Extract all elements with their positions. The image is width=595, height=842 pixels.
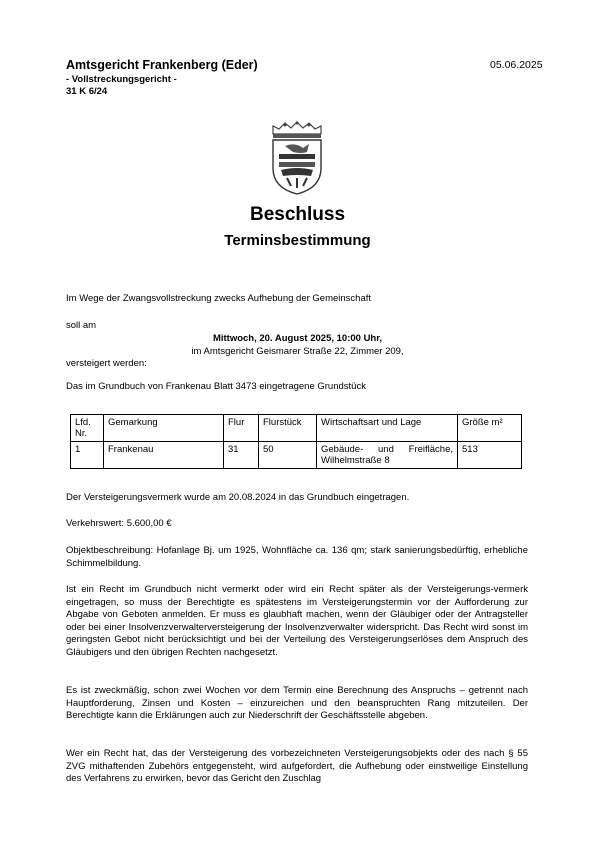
table-row: [71, 442, 522, 469]
table-cell: 31: [224, 442, 259, 469]
table-header-cell: Flur: [224, 415, 259, 442]
hesse-coat-of-arms: [265, 120, 329, 196]
appointment-location: im Amtsgericht Geismarer Straße 22, Zimmer 209,: [191, 346, 404, 357]
document-subtitle: Terminsbestimmung: [224, 232, 371, 249]
table-header-cell: Gemarkung: [104, 415, 224, 442]
table-header-cell: Größe m²: [458, 415, 522, 442]
table-cell: 513: [458, 442, 522, 469]
objekt-beschreibung: Objektbeschreibung: Hofanlage Bj. um 1925, Wohnfläche ca. 136 qm; stark sanierungsbedürftig, erhebliche Schimmelbildung.: [66, 545, 528, 569]
property-table: [70, 414, 522, 469]
table-header-cell: Lfd. Nr.: [71, 415, 104, 442]
paragraph-zweckmaessig: Es ist zweckmäßig, schon zwei Wochen vor dem Termin eine Berechnung des Anspruchs – getrennt nach Hauptforderung, Zinsen und Kosten – einzureichen und den beanspruchten Rang mitzuteilen. Der Berechtigte kann die Erklärungen auch zur Niederschrift der Geschäftsstelle abgeben.: [66, 685, 528, 721]
table-header-row: [71, 415, 522, 442]
soll-am-text: soll am: [66, 320, 97, 331]
file-number: 31 K 6/24: [66, 86, 108, 97]
court-department: - Vollstreckungsgericht -: [66, 74, 177, 85]
table-header-cell: Flurstück: [259, 415, 317, 442]
table-cell: Frankenau: [104, 442, 224, 469]
table-cell: 50: [259, 442, 317, 469]
verkehrswert-text: Verkehrswert: 5.600,00 €: [66, 518, 172, 529]
paragraph-wer: Wer ein Recht hat, das der Versteigerung des vorbezeichneten Versteigerungsobjekts oder des nach § 55 ZVG mithaftenden Zubehörs entgegensteht, wird aufgefordert, die Aufhebung oder einstweilige Einstellung des Verfahrens zu erwirken, bevor das Gericht den Zuschlag: [66, 748, 528, 784]
document-date: 05.06.2025: [490, 59, 543, 71]
vermerk-text: Der Versteigerungsvermerk wurde am 20.08.2024 in das Grundbuch eingetragen.: [66, 492, 410, 503]
court-name: Amtsgericht Frankenberg (Eder): [66, 58, 258, 72]
document-title: Beschluss: [249, 204, 346, 225]
paragraph-recht: Ist ein Recht im Grundbuch nicht vermerkt oder wird ein Recht später als der Versteigerungs-vermerk eingetragen, so muss der Berechtigte es spätestens im Versteigerungstermin vor der Aufforderung zur Abgabe von Geboten anmelden. Er muss es glaubhaft machen, wenn der Gläubiger oder der Antragsteller oder bei einer Insolvenzverwalterversteigerung der Insolvenzverwalter widerspricht. Das Recht wird sonst im geringsten Gebot nicht berücksichtigt und bei der Verteilung des Versteigerungserlöses dem Anspruch des Gläubigers und den übrigen Rechten nachgesetzt.: [66, 584, 528, 658]
intro-text: Im Wege der Zwangsvollstreckung zwecks Aufhebung der Gemeinschaft: [66, 293, 372, 304]
versteigert-text: versteigert werden:: [66, 358, 147, 369]
table-header-cell: Wirtschaftsart und Lage: [317, 415, 458, 442]
appointment-datetime: Mittwoch, 20. August 2025, 10:00 Uhr,: [212, 333, 383, 344]
table-cell: 1: [71, 442, 104, 469]
table-cell: Gebäude- und Freifläche, Wilhelmstraße 8: [317, 442, 458, 469]
grundbuch-text: Das im Grundbuch von Frankenau Blatt 3473 eingetragene Grundstück: [66, 381, 366, 392]
